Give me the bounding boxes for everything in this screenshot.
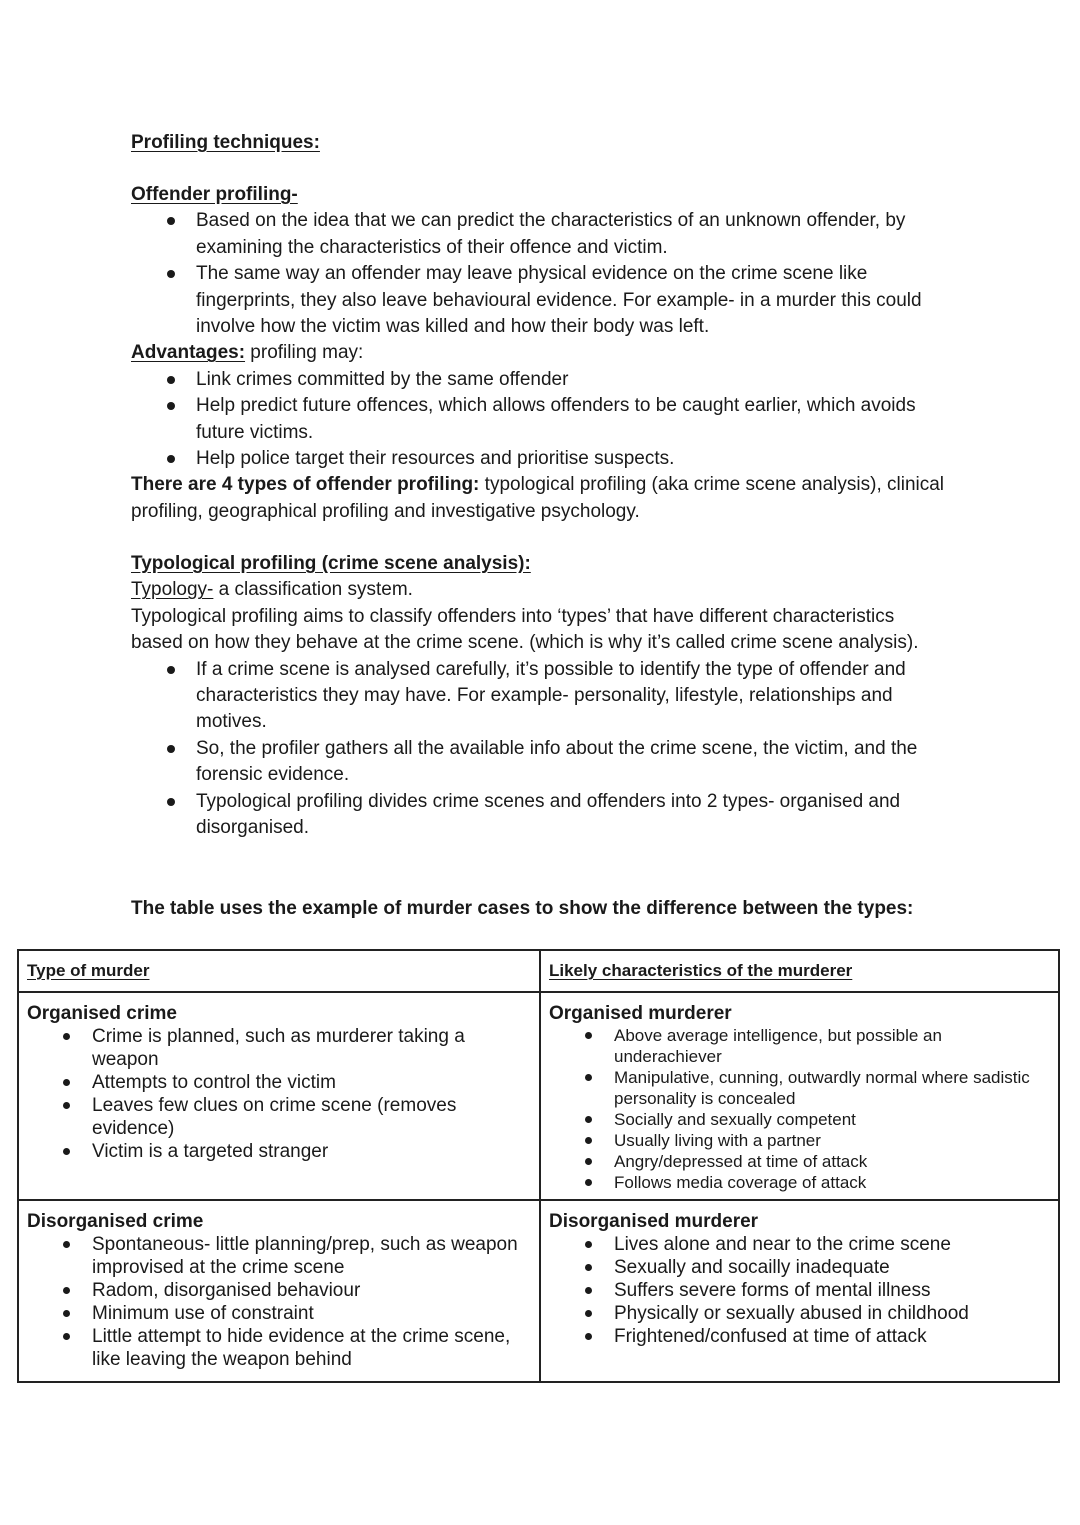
typological-list — [131, 657, 951, 842]
table-header-characteristics: Likely characteristics of the murderer — [540, 950, 1059, 992]
offender-profiling-list — [131, 208, 951, 340]
list-item: Leaves few clues on crime scene (removes evidence) — [27, 1094, 531, 1140]
disorganised-crime-title: Disorganised crime — [27, 1211, 204, 1232]
advantages-label: Advantages: — [131, 342, 246, 364]
table-intro-block — [131, 896, 951, 922]
list-item: Spontaneous- little planning/prep, such as weapon improvised at the crime scene — [27, 1233, 531, 1279]
disorganised-crime-list — [27, 1233, 531, 1371]
advantages-intro: profiling may: — [245, 342, 364, 364]
list-item: Minimum use of constraint — [27, 1302, 531, 1325]
list-item: Follows media coverage of attack — [549, 1172, 1050, 1193]
list-item: Frightened/confused at time of attack — [549, 1325, 1050, 1348]
list-item: Physically or sexually abused in childhood — [549, 1302, 1050, 1325]
table-row — [18, 992, 1059, 1200]
organised-crime-cell — [18, 992, 540, 1200]
typological-heading: Typological profiling (crime scene analysis): — [131, 553, 531, 574]
list-item: Victim is a targeted stranger — [27, 1140, 531, 1163]
typological-intro: Typological profiling aims to classify offenders into ‘types’ that have different characteristics based on how they behave at the crime scene. (which is why it’s called crime scene analysis). — [131, 605, 919, 654]
offender-profiling-heading: Offender profiling- — [131, 184, 298, 205]
list-item: Link crimes committed by the same offender — [131, 367, 951, 393]
disorganised-murderer-title: Disorganised murderer — [549, 1211, 759, 1232]
profiling-types-paragraph — [131, 472, 951, 525]
disorganised-murderer-cell — [540, 1200, 1059, 1382]
list-item: Help police target their resources and prioritise suspects. — [131, 446, 951, 472]
disorganised-murderer-list — [549, 1233, 1050, 1348]
list-item: Angry/depressed at time of attack — [549, 1151, 1050, 1172]
list-item: Crime is planned, such as murderer taking a weapon — [27, 1025, 531, 1071]
advantages-list — [131, 367, 951, 473]
list-item: The same way an offender may leave physical evidence on the crime scene like fingerprints, they also leave behavioural evidence. For example- in a murder this could involve how the victim was killed and how their body was left. — [131, 261, 951, 340]
list-item: Little attempt to hide evidence at the crime scene, like leaving the weapon behind — [27, 1325, 531, 1371]
typological-section — [131, 551, 951, 841]
list-item: So, the profiler gathers all the available info about the crime scene, the victim, and the forensic evidence. — [131, 736, 951, 789]
organised-murderer-cell — [540, 992, 1059, 1200]
typology-term: Typology- — [131, 579, 214, 601]
table-header-row — [18, 950, 1059, 992]
list-item: Usually living with a partner — [549, 1130, 1050, 1151]
list-item: Typological profiling divides crime scenes and offenders into 2 types- organised and disorganised. — [131, 789, 951, 842]
page-title-block — [131, 130, 951, 156]
disorganised-crime-cell — [18, 1200, 540, 1382]
list-item: Sexually and socailly inadequate — [549, 1256, 1050, 1279]
organised-murderer-title: Organised murderer — [549, 1003, 732, 1024]
advantages-line — [131, 340, 951, 366]
organised-crime-list — [27, 1025, 531, 1163]
profiling-types-text: typological profiling (aka crime scene analysis), clinical profiling, geographical profiling and investigative psychology. — [131, 474, 945, 522]
offender-profiling-section — [131, 182, 951, 525]
organised-crime-title: Organised crime — [27, 1003, 177, 1024]
list-item: Socially and sexually competent — [549, 1109, 1050, 1130]
list-item: Manipulative, cunning, outwardly normal where sadistic personality is concealed — [549, 1067, 1050, 1109]
typology-def: a classification system. — [213, 579, 413, 601]
list-item: Help predict future offences, which allows offenders to be caught earlier, which avoids future victims. — [131, 393, 951, 446]
murder-types-table — [17, 949, 1060, 1383]
page-title: Profiling techniques: — [131, 132, 320, 153]
list-item: Lives alone and near to the crime scene — [549, 1233, 1050, 1256]
list-item: Above average intelligence, but possible an underachiever — [549, 1025, 1050, 1067]
typology-definition — [131, 577, 951, 603]
table-intro: The table uses the example of murder cases to show the difference between the types: — [131, 898, 914, 919]
profiling-types-bold: There are 4 types of offender profiling: — [131, 474, 480, 496]
table-header-type: Type of murder — [18, 950, 540, 992]
list-item: If a crime scene is analysed carefully, it’s possible to identify the type of offender and characteristics they may have. For example- personality, lifestyle, relationships and motives. — [131, 657, 951, 736]
list-item: Suffers severe forms of mental illness — [549, 1279, 1050, 1302]
list-item: Based on the idea that we can predict the characteristics of an unknown offender, by examining the characteristics of their offence and victim. — [131, 208, 951, 261]
organised-murderer-list — [549, 1025, 1050, 1193]
list-item: Radom, disorganised behaviour — [27, 1279, 531, 1302]
list-item: Attempts to control the victim — [27, 1071, 531, 1094]
table-row — [18, 1200, 1059, 1382]
